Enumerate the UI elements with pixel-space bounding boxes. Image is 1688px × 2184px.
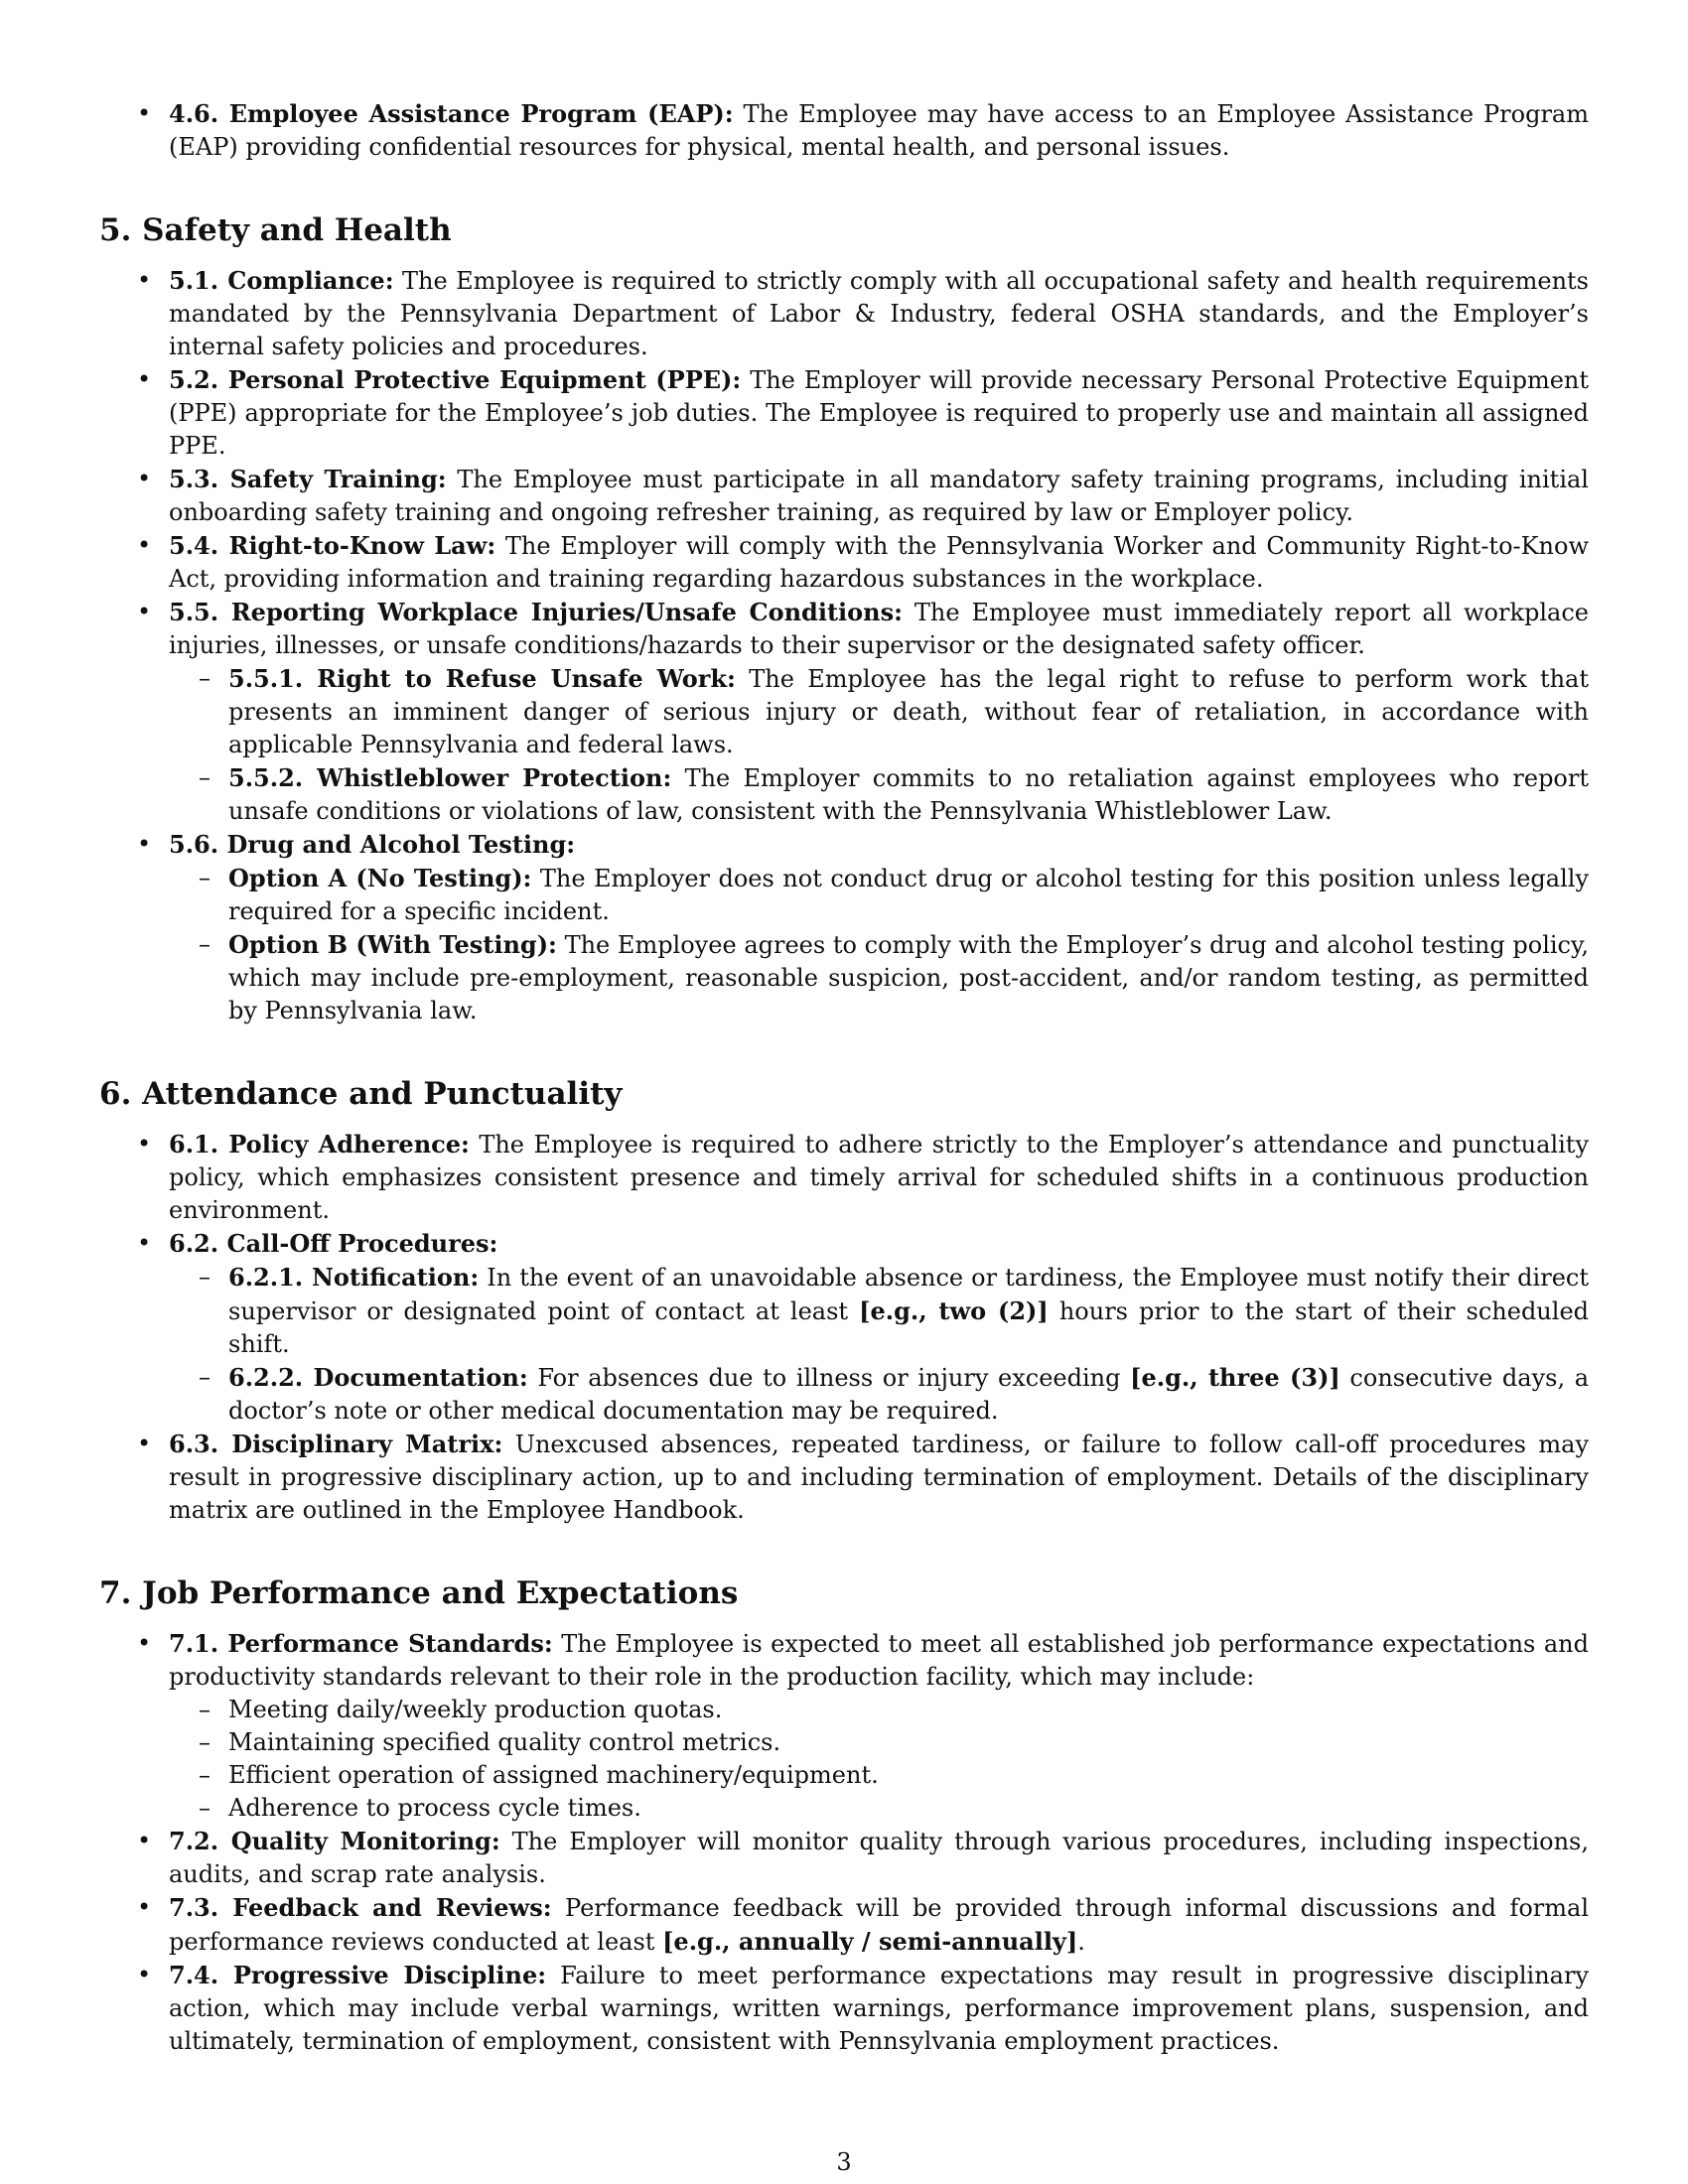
item-text: hours prior to the start of their scheduled shift. [228,1297,1590,1358]
item-label: Option B (With Testing): [228,930,557,959]
list-item [99,1128,1589,1227]
item-label: 5.6. Drug and Alcohol Testing: [169,830,576,859]
section-6 [99,1074,1589,1527]
list-item [99,596,1589,828]
sub-list-item [169,1261,1589,1361]
item-label: 4.6. Employee Assistance Program (EAP): [169,99,734,128]
section-heading: 5. Safety and Health [99,212,452,248]
item-text: The Employee agrees to comply with the Employer’s drug and alcohol testing policy, which may include pre-employment, reasonable suspicion, post-accident, and/or random testing, as permitted by Pennsylvania law. [228,931,1589,1024]
item-text: consecutive days, a doctor’s note or other medical documentation may be required. [228,1364,1590,1425]
list-item [99,363,1589,463]
section-7 [99,1573,1589,2058]
section-4-list [99,97,1589,164]
section-heading: 7. Job Performance and Expectations [99,1575,739,1611]
section-list [99,1627,1589,2058]
item-text: The Employer will comply with the Pennsylvania Worker and Community Right-to-Know Act, providing information and training regarding hazardous substances in the workplace. [169,532,1590,593]
list-item [99,828,1589,1027]
item-label: 5.1. Compliance: [169,266,394,295]
sub-list [169,1261,1589,1428]
list-item [99,1891,1589,1959]
sub-list-item [169,862,1589,928]
item-text: The Employer does not conduct drug or alcohol testing for this position unless legally required for a specific incident. [228,865,1589,925]
item-text: The Employee is required to adhere strictly to the Employer’s attendance and punctuality policy, which emphasizes consistent presence and timely arrival for scheduled shifts in a continuous production environment. [169,1131,1590,1224]
item-text: The Employer will provide necessary Personal Protective Equipment (PPE) appropriate for the Employee’s job duties. The Employee is required to properly use and maintain all assigned PPE. [169,366,1589,460]
sub-list-item [169,1361,1589,1428]
item-text: The Employee is expected to meet all established job performance expectations and productivity standards relevant to their role in the production facility, which may include: [169,1630,1590,1691]
item-label: 7.1. Performance Standards: [169,1629,553,1658]
sub-list [169,862,1589,1027]
item-text: The Employer commits to no retaliation against employees who report unsafe conditions or violations of law, consistent with the Pennsylvania Whistleblower Law. [228,764,1590,825]
item-label: 5.3. Safety Training: [169,465,447,493]
item-text: . [1077,1928,1085,1956]
item-text: The Employee is required to strictly comply with all occupational safety and health requirements mandated by the Pennsylvania Department of Labor & Industry, federal OSHA standards, and the Employer’s internal safety policies and procedures. [169,267,1589,360]
item-text: The Employer will monitor quality through various procedures, including inspections, audits, and scrap rate analysis. [169,1828,1589,1888]
item-label: 6.3. Disciplinary Matrix: [169,1430,503,1458]
list-item [99,1825,1589,1891]
item-label: Option A (No Testing): [228,864,532,892]
placeholder-bracket: [e.g., two (2)] [859,1297,1049,1325]
item-text: In the event of an unavoidable absence or tardiness, the Employee must notify their direct supervisor or designated point of contact at least [228,1264,1589,1325]
item-text: Performance feedback will be provided through informal discussions and formal performance reviews conducted at least [169,1894,1590,1956]
sub-list [169,1694,1589,1825]
item-label: 7.2. Quality Monitoring: [169,1827,500,1855]
item-label: 7.4. Progressive Discipline: [169,1961,547,1989]
section-list [99,1128,1589,1527]
list-item [99,1959,1589,2058]
section-heading: 6. Attendance and Punctuality [99,1076,623,1112]
item-label: 7.3. Feedback and Reviews: [169,1893,552,1922]
placeholder-bracket: [e.g., three (3)] [1130,1363,1340,1392]
item-text: Failure to meet performance expectations may result in progressive disciplinary action, which may include verbal warnings, written warnings, performance improvement plans, suspension, and ultimately, termination of employment, consistent with Pennsylvania employment practices. [169,1962,1589,2055]
sub-list-item [169,662,1589,761]
list-item [99,264,1589,363]
list-item [99,1428,1589,1527]
item-label: 5.5.1. Right to Refuse Unsafe Work: [228,664,736,693]
page-number: 3 [836,2148,852,2176]
item-label: 6.2.1. Notification: [228,1263,480,1292]
item-label: 5.2. Personal Protective Equipment (PPE): [169,365,742,394]
document-page [99,97,1589,2058]
item-text: Unexcused absences, repeated tardiness, or failure to follow call-off procedures may result in progressive disciplinary action, up to and including termination of employment. Details of the disciplinary matrix are outlined in the Employee Handbook. [169,1431,1590,1524]
item-label: 6.2.2. Documentation: [228,1363,528,1392]
sub-list [169,662,1589,828]
sub-list-item: – Adherence to process cycle times. [169,1792,1589,1825]
section-list [99,264,1589,1027]
section-5 [99,210,1589,1027]
sub-list-item [169,761,1589,828]
item-text: For absences due to illness or injury exceeding [527,1364,1131,1392]
item-text: The Employee has the legal right to refuse to perform work that presents an imminent danger of serious injury or death, without fear of retaliation, in accordance with applicable Pennsylvania and federal laws. [228,665,1590,758]
list-item [99,1227,1589,1428]
item-label: 5.5. Reporting Workplace Injuries/Unsafe Conditions: [169,598,903,626]
sub-list-item: – Efficient operation of assigned machinery/equipment. [169,1759,1589,1792]
list-item [99,1627,1589,1825]
item-text: The Employee may have access to an Employee Assistance Program (EAP) providing confidential resources for physical, mental health, and personal issues. [169,100,1589,161]
item-label: 5.5.2. Whistleblower Protection: [228,763,672,792]
item-text: The Employee must participate in all mandatory safety training programs, including initial onboarding safety training and ongoing refresher training, as required by law or Employer policy. [169,466,1589,526]
item-label: 6.2. Call-Off Procedures: [169,1229,498,1258]
list-item [99,463,1589,529]
sub-list-item: – Meeting daily/weekly production quotas. [169,1694,1589,1726]
sub-list-item: – Maintaining specified quality control metrics. [169,1726,1589,1759]
list-item [99,529,1589,596]
sub-list-item [169,928,1589,1027]
placeholder-bracket: [e.g., annually / semi-annually] [662,1927,1078,1956]
item-label: 5.4. Right-to-Know Law: [169,531,496,560]
item-text: The Employee must immediately report all workplace injuries, illnesses, or unsafe conditions/hazards to their supervisor or the designated safety officer. [169,599,1589,659]
item-label: 6.1. Policy Adherence: [169,1130,470,1159]
list-item [99,97,1589,164]
